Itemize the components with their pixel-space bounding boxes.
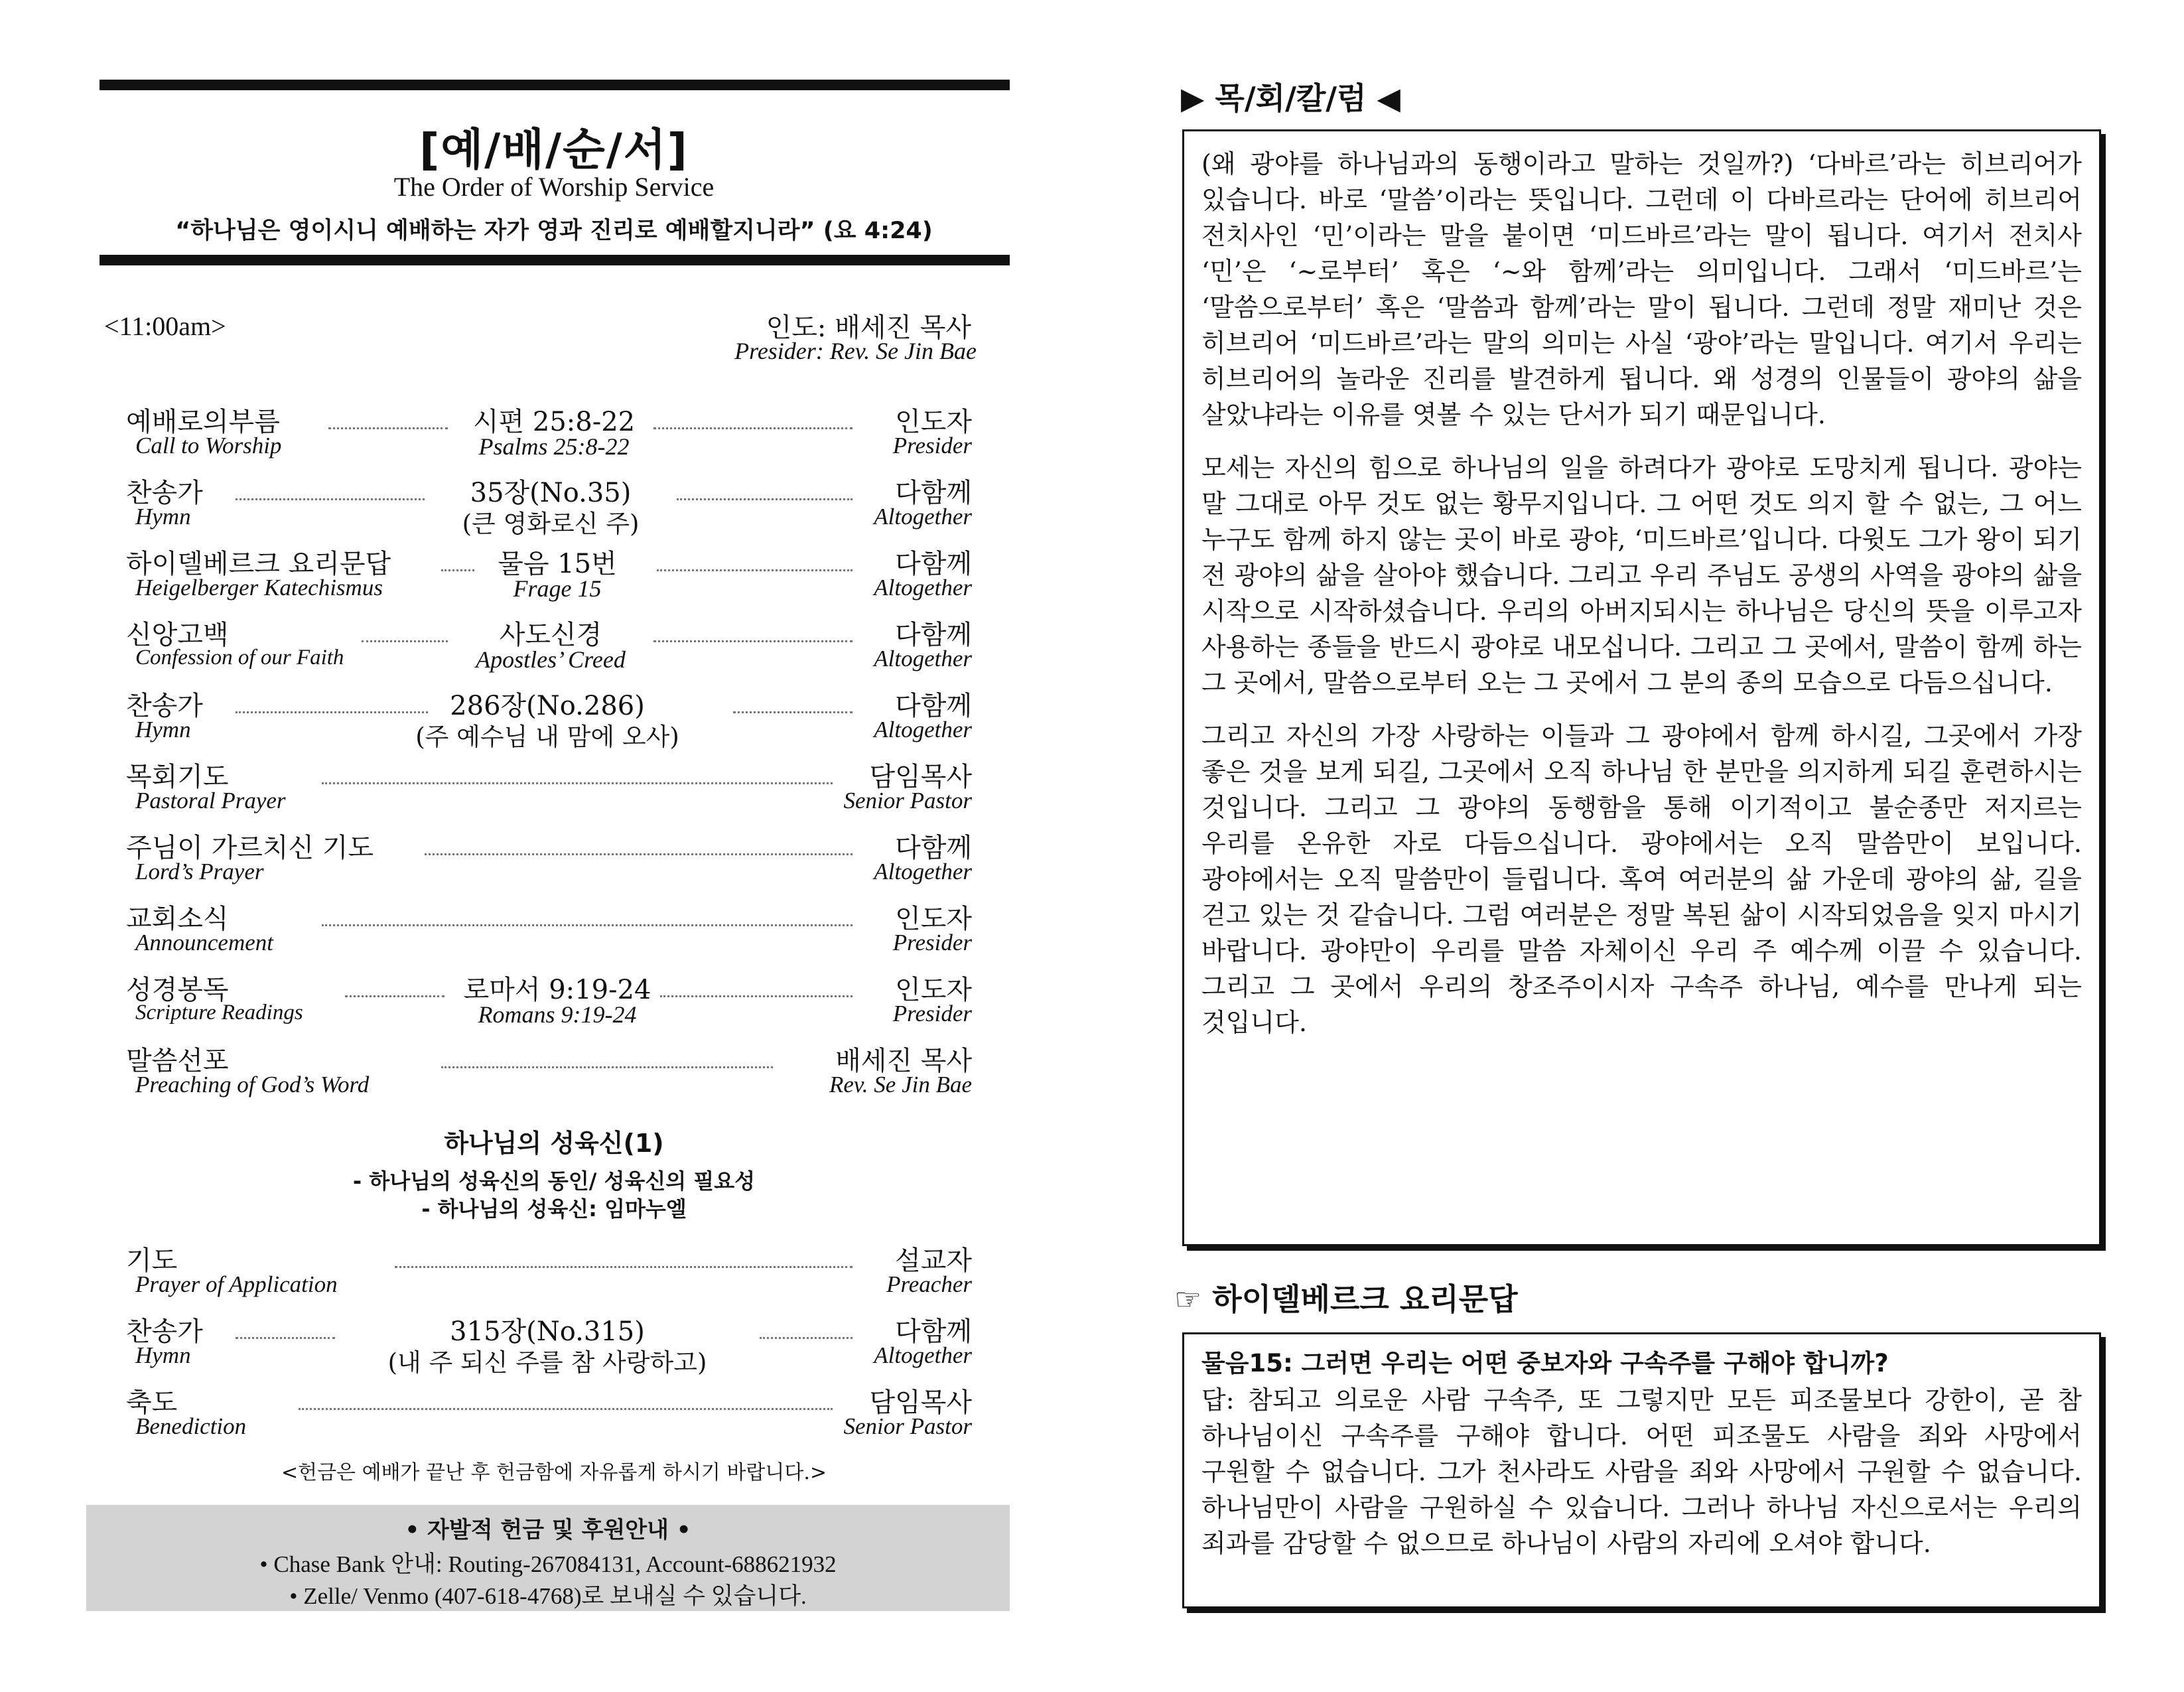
catechism-answer: 답: 참되고 의로운 사람 구속주, 또 그렇지만 모든 피조물보다 강한이, 곧 참 하나님이신 구속주를 구해야 합니다. 어떤 피조물도 사람을 죄와 사망에서 구원할 수 없습니다. 그가 천사라도 사람을 죄와 사망에서 구원할 수 없습니다. 하나님만이 사람을 구원하실 수 있습니다. 그러나 하나님 자신으로서는 우리의 죄과를 감당할 수 없으므로 하나님이 사람의 자리에 오셔야 합니다.: [1201, 1385, 2082, 1558]
order-item-prayer-of-application: [126, 1239, 972, 1308]
order-item-mid-sub: Frage 15: [513, 575, 602, 602]
order-item-mid-sub: Apostles’ Creed: [476, 646, 626, 673]
order-item-ko: 찬송가: [126, 691, 203, 721]
donation-title: • 자발적 헌금 및 후원안내 •: [405, 1517, 691, 1543]
order-item-en: Lord’s Prayer: [135, 859, 264, 884]
top-thick-rule: [100, 80, 1010, 90]
order-item-ko: 찬송가: [126, 478, 203, 508]
leader-dots: [322, 782, 833, 784]
order-item-leader-en: Senior Pastor: [843, 788, 972, 813]
order-item-leader: 다함께: [895, 1316, 972, 1347]
donation-zelle-info: • Zelle/ Venmo (407-618-4768)로 보내실 수 있습니다.: [289, 1583, 807, 1609]
service-time: <11:00am>: [104, 311, 226, 341]
column-paragraph: 모세는 자신의 힘으로 하나님의 일을 하려다가 광야로 도망치게 됩니다. 광야는 말 그대로 아무 것도 없는 황무지입니다. 그 어떤 것도 의지 할 수 없는, 그 어느 누구도 함께 하지 않는 곳이 바로 광야, ‘미드바르’입니다. 다윗도 그가 왕이 되기 전 광야의 삶을 살아야 했습니다. 그리고 우리 주님도 공생의 사역을 광야의 삶을 시작으로 시작하셨습니다. 우리의 아버지되시는 하나님은 당신의 뜻을 이루고자 사용하는 종들을 반드시 광야로 내모십니다. 그리고 그 곳에서, 말씀이 함께 하는 그 곳에서, 말씀으로부터 오는 그 곳에서 그 분의 종의 모습으로 다듬으십니다.: [1201, 453, 2082, 697]
order-item-mid-sub: Psalms 25:8-22: [478, 433, 630, 460]
order-item-leader-en: Altogether: [874, 717, 972, 742]
order-item-en: Confession of our Faith: [135, 646, 344, 670]
leader-dots: [345, 995, 444, 997]
order-item-mid: 물음 15번: [498, 549, 617, 579]
order-item-ko: 교회소식: [126, 904, 229, 934]
order-item-scripture: [126, 969, 972, 1038]
sermon-subtitle: - 하나님의 성육신의 동인/ 성육신의 필요성: [352, 1168, 756, 1194]
order-item-leader: 인도자: [895, 904, 972, 934]
order-item-leader: 담임목사: [869, 1387, 972, 1418]
page-subtitle: The Order of Worship Service: [393, 172, 715, 202]
order-item-mid-sub: (주 예수님 내 맘에 오사): [415, 723, 679, 751]
order-item-leader-en: Senior Pastor: [843, 1413, 972, 1439]
order-item-ko: 신앙고백: [126, 620, 229, 650]
order-item-leader-en: Altogether: [874, 575, 972, 600]
leader-dots: [657, 569, 853, 571]
order-item-mid-sub: (큰 영화로신 주): [462, 510, 640, 538]
presider-english: Presider: Rev. Se Jin Bae: [734, 338, 977, 364]
order-item-ko: 하이델베르크 요리문답: [126, 549, 391, 579]
order-item-ko: 목회기도: [126, 762, 229, 792]
order-item-hymn-3: [126, 1310, 972, 1379]
order-item-lords-prayer: [126, 827, 972, 896]
page-title: [예/배/순/서]: [419, 124, 689, 175]
order-item-en: Prayer of Application: [135, 1271, 338, 1297]
sermon-title: 하나님의 성육신(1): [444, 1129, 664, 1158]
leader-dots: [395, 1266, 853, 1268]
order-item-leader-en: Rev. Se Jin Bae: [829, 1072, 972, 1097]
order-item-en: Pastoral Prayer: [135, 788, 286, 813]
order-item-catechism: [126, 543, 972, 612]
leader-dots: [441, 569, 474, 571]
order-item-mid: 35장(No.35): [470, 478, 632, 508]
leader-dots: [236, 498, 425, 500]
order-item-ko: 기도: [126, 1245, 178, 1276]
order-item-en: Announcement: [135, 930, 273, 955]
order-item-en: Hymn: [135, 504, 191, 529]
pastor-column-heading: ▶ 목/회/칼/럼 ◀: [1181, 80, 1400, 116]
order-item-ko: 주님이 가르치신 기도: [126, 833, 374, 863]
order-item-leader-en: Altogether: [874, 1342, 972, 1368]
order-item-ko: 말씀선포: [126, 1046, 229, 1076]
bottom-thick-rule: [100, 255, 1010, 265]
order-item-leader: 다함께: [895, 549, 972, 579]
order-item-call-to-worship: [126, 401, 972, 470]
presider-korean: 인도: 배세진 목사: [766, 313, 971, 343]
theme-verse: “하나님은 영이시니 예배하는 자가 영과 진리로 예배할지니라” (요 4:24): [175, 218, 933, 244]
order-item-mid: 사도신경: [499, 620, 602, 650]
order-item-en: Hymn: [135, 717, 191, 742]
order-item-leader-en: Altogether: [874, 504, 972, 529]
order-item-leader: 설교자: [895, 1245, 972, 1276]
order-item-leader: 다함께: [895, 478, 972, 508]
order-item-benediction: [126, 1381, 972, 1450]
order-item-leader-en: Altogether: [874, 859, 972, 884]
order-item-mid: 로마서 9:19-24: [463, 975, 651, 1005]
leader-dots: [299, 1408, 833, 1410]
order-item-leader: 인도자: [895, 975, 972, 1005]
order-item-leader-en: Presider: [892, 433, 972, 458]
order-item-leader: 다함께: [895, 620, 972, 650]
order-item-en: Preaching of God’s Word: [135, 1072, 370, 1097]
order-item-mid-sub: Romans 9:19-24: [478, 1001, 637, 1028]
leader-dots: [328, 427, 448, 429]
donation-bank-info: • Chase Bank 안내: Routing-267084131, Account-688621932: [259, 1551, 837, 1577]
order-item-mid: 286장(No.286): [450, 691, 645, 721]
leader-dots: [322, 924, 853, 926]
order-item-mid-sub: (내 주 되신 주를 참 사랑하고): [387, 1348, 707, 1377]
order-item-ko: 찬송가: [126, 1316, 203, 1347]
leader-dots: [733, 711, 853, 713]
order-item-hymn-1: [126, 472, 972, 541]
order-item-leader: 인도자: [895, 407, 972, 437]
leader-dots: [677, 498, 853, 500]
order-item-leader-en: Presider: [892, 1001, 972, 1026]
leader-dots: [760, 1337, 853, 1339]
order-item-leader: 다함께: [895, 691, 972, 721]
leader-dots: [653, 427, 853, 429]
order-item-leader-en: Presider: [892, 930, 972, 955]
order-item-en: Scripture Readings: [135, 1001, 303, 1024]
order-item-leader: 담임목사: [869, 762, 972, 792]
order-item-announcement: [126, 898, 972, 967]
order-item-ko: 예배로의부름: [126, 407, 280, 437]
order-item-leader-en: Preacher: [886, 1271, 972, 1297]
order-item-creed: [126, 614, 972, 683]
order-item-leader: 배세진 목사: [835, 1046, 972, 1076]
sermon-subtitle: - 하나님의 성육신: 임마누엘: [421, 1196, 687, 1222]
leader-dots: [441, 1066, 773, 1068]
order-item-ko: 축도: [126, 1387, 178, 1418]
leader-dots: [236, 711, 428, 713]
order-item-mid: 315장(No.315): [450, 1316, 645, 1347]
leader-dots: [660, 995, 853, 997]
order-item-leader: 다함께: [895, 833, 972, 863]
offering-note: <헌금은 예배가 끝난 후 헌금함에 자유롭게 하시기 바랍니다.>: [281, 1461, 827, 1484]
catechism-heading: ☞ 하이델베르크 요리문답: [1174, 1281, 1518, 1317]
order-item-en: Hymn: [135, 1342, 191, 1368]
order-item-en: Benediction: [135, 1413, 247, 1439]
order-item-leader-en: Altogether: [874, 646, 972, 671]
leader-dots: [653, 640, 853, 642]
order-item-en: Heigelberger Katechismus: [135, 575, 383, 600]
column-paragraph: (왜 광야를 하나님과의 동행이라고 말하는 것일까?) ‘다바르’라는 히브리어가 있습니다. 바로 ‘말씀’이라는 뜻입니다. 그런데 이 다바르라는 단어에 히브리어 전치사인 ‘민’이라는 말을 붙이면 ‘미드바르’라는 말이 됩니다. 여기서 전치사 ‘민’은 ‘~로부터’ 혹은 ‘~와 함께’라는 의미입니다. 그래서 ‘미드바르’는 ‘말씀으로부터’ 혹은 ‘말씀과 함께’라는 말이 됩니다. 그런데 정말 재미난 것은 히브리어 ‘미드바르’라는 말의 의미는 사실 ‘광야’라는 말입니다. 여기서 우리는 히브리어의 놀라운 진리를 발견하게 됩니다. 왜 성경의 인물들이 광야의 삶을 살았냐라는 이유를 엿볼 수 있는 단서가 되기 때문입니다.: [1201, 149, 2082, 429]
order-item-mid: 시편 25:8-22: [472, 407, 636, 437]
leader-dots: [362, 640, 448, 642]
leader-dots: [236, 1337, 335, 1339]
catechism-question: 물음15: 그러면 우리는 어떤 중보자와 구속주를 구해야 합니까?: [1201, 1349, 1889, 1377]
order-item-preaching: [126, 1040, 972, 1109]
column-paragraph: 그리고 자신의 가장 사랑하는 이들과 그 광야에서 함께 하시길, 그곳에서 가장 좋은 것을 보게 되길, 그곳에서 오직 하나님 한 분만을 의지하게 되길 훈련하시는 것입니다. 그리고 그 광야의 동행함을 통해 이기적이고 불순종만 저지르는 우리를 온유한 자로 다듬으십니다. 광야에서는 오직 말씀만이 보입니다. 광야에서는 오직 말씀만이 들립니다. 혹여 여러분의 삶 가운데 광야의 삶, 길을 걷고 있는 것 같습니다. 그럼 여러분은 정말 복된 삶이 시작되었음을 잊지 마시기 바랍니다. 광야만이 우리를 말씀 자체이신 우리 주 예수께 이끌 수 있습니다. 그리고 그 곳에서 우리의 창조주이시자 구속주 하나님, 예수를 만나게 되는 것입니다.: [1201, 721, 2082, 1037]
order-item-en: Call to Worship: [135, 433, 282, 458]
order-item-hymn-2: [126, 685, 972, 754]
pastor-column-box: [1182, 129, 2101, 1246]
order-item-ko: 성경봉독: [126, 975, 229, 1005]
order-item-pastoral-prayer: [126, 756, 972, 825]
leader-dots: [425, 853, 853, 855]
catechism-box: [1182, 1332, 2101, 1608]
